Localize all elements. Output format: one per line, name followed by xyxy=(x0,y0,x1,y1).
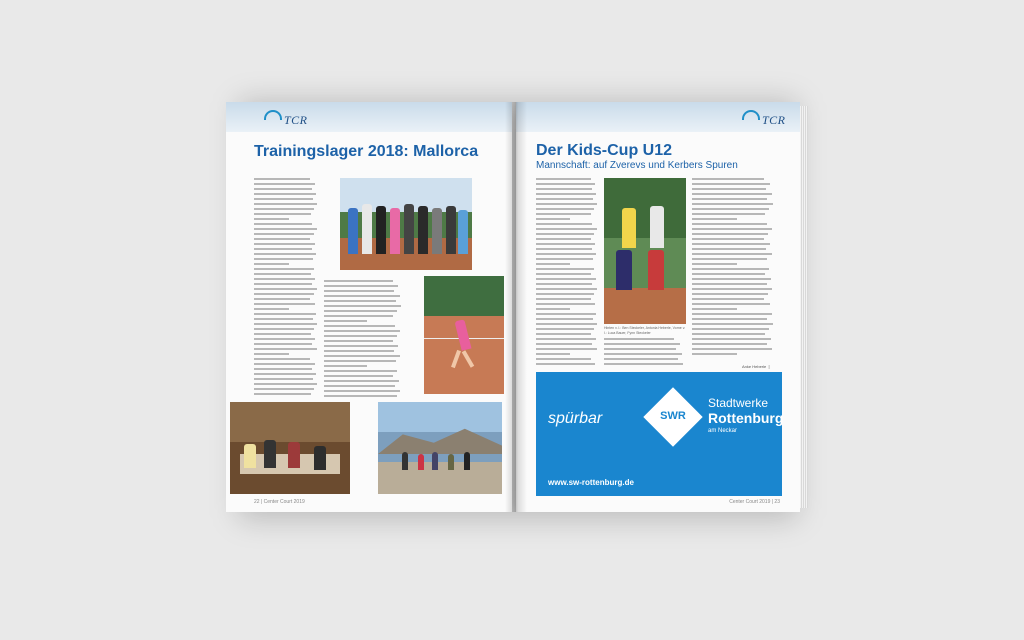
person xyxy=(458,210,468,254)
text-line xyxy=(536,228,597,230)
text-line xyxy=(324,370,397,372)
left-logo xyxy=(264,110,308,128)
left-column-2-text xyxy=(324,280,402,400)
text-line xyxy=(536,258,593,260)
text-line xyxy=(324,395,397,397)
text-line xyxy=(536,328,594,330)
logo-arc-icon xyxy=(264,110,282,120)
text-line xyxy=(254,238,310,240)
player xyxy=(455,319,472,351)
text-line xyxy=(604,338,674,340)
text-line xyxy=(692,278,771,280)
text-line xyxy=(254,193,316,195)
text-line xyxy=(692,228,772,230)
text-line xyxy=(254,293,314,295)
kids-team-photo xyxy=(604,178,686,324)
right-page xyxy=(516,102,800,512)
restaurant-wall xyxy=(230,402,350,442)
text-line xyxy=(254,243,315,245)
text-line xyxy=(692,218,737,220)
kids-photo-caption: Hinten v. l.: Ben Steckeler, Antonia Heberle, Vorne v. l.: Luca Bauer, Fynn Steckeler xyxy=(604,326,686,335)
text-line xyxy=(254,183,315,185)
text-line xyxy=(536,263,570,265)
text-line xyxy=(254,318,313,320)
text-line xyxy=(254,263,289,265)
spread-gutter xyxy=(505,102,527,512)
kid xyxy=(616,250,632,290)
text-line xyxy=(692,318,767,320)
person xyxy=(448,454,454,470)
text-line xyxy=(536,233,594,235)
text-line xyxy=(536,238,591,240)
right-logo-text: TCR xyxy=(762,113,786,127)
text-line xyxy=(536,198,593,200)
text-line xyxy=(324,390,400,392)
text-line xyxy=(692,183,770,185)
right-logo xyxy=(742,110,786,128)
text-line xyxy=(604,358,678,360)
person xyxy=(446,206,456,254)
kid xyxy=(650,206,664,248)
text-line xyxy=(324,325,395,327)
page-edges xyxy=(800,106,808,508)
photo-fence xyxy=(424,276,504,316)
text-line xyxy=(324,375,393,377)
text-line xyxy=(536,243,595,245)
text-line xyxy=(254,388,314,390)
text-line xyxy=(324,300,396,302)
text-line xyxy=(604,348,676,350)
text-line xyxy=(692,223,767,225)
text-line xyxy=(254,363,315,365)
kid xyxy=(648,250,664,290)
text-line xyxy=(254,203,317,205)
person xyxy=(244,444,256,468)
text-line xyxy=(692,288,772,290)
text-line xyxy=(692,343,767,345)
text-line xyxy=(254,378,313,380)
text-line xyxy=(324,285,398,287)
text-line xyxy=(692,258,767,260)
text-line xyxy=(604,353,682,355)
text-line xyxy=(254,208,314,210)
text-line xyxy=(536,353,570,355)
text-line xyxy=(536,363,595,365)
left-page xyxy=(226,102,512,512)
text-line xyxy=(254,223,312,225)
photo-beach xyxy=(378,462,502,494)
person xyxy=(464,452,470,470)
text-line xyxy=(536,343,592,345)
ad-company-line1: Stadtwerke xyxy=(708,396,769,410)
group-photo xyxy=(340,178,472,270)
text-line xyxy=(324,360,396,362)
left-column-1-text xyxy=(254,178,318,400)
person xyxy=(432,208,442,254)
text-line xyxy=(536,223,592,225)
photo-court xyxy=(604,288,686,324)
text-line xyxy=(254,333,311,335)
text-line xyxy=(536,203,597,205)
person xyxy=(404,204,414,254)
left-logo-text: TCR xyxy=(284,113,308,127)
text-line xyxy=(692,188,766,190)
text-line xyxy=(604,343,680,345)
text-line xyxy=(536,183,595,185)
text-line xyxy=(324,305,401,307)
text-line xyxy=(254,343,312,345)
tennis-player-photo xyxy=(424,276,504,394)
right-column-1-text xyxy=(536,178,598,368)
text-line xyxy=(254,228,317,230)
text-line xyxy=(536,318,593,320)
ad-company-line2: Rottenburg xyxy=(708,410,784,426)
stadtwerke-ad[interactable] xyxy=(536,372,782,496)
text-line xyxy=(536,333,591,335)
text-line xyxy=(692,203,773,205)
text-line xyxy=(254,248,312,250)
ad-tagline: spürbar xyxy=(548,410,603,427)
text-line xyxy=(536,323,597,325)
text-line xyxy=(536,268,594,270)
text-line xyxy=(254,373,316,375)
ad-url-link[interactable]: www.sw-rottenburg.de xyxy=(548,478,634,487)
text-line xyxy=(324,310,397,312)
text-line xyxy=(692,238,764,240)
text-line xyxy=(254,298,310,300)
text-line xyxy=(254,383,317,385)
text-line xyxy=(692,283,767,285)
author-signature: Anke Heberle ❘ xyxy=(742,364,771,369)
text-line xyxy=(604,363,683,365)
text-line xyxy=(536,273,591,275)
text-line xyxy=(324,315,393,317)
text-line xyxy=(324,320,367,322)
person xyxy=(348,208,358,254)
text-line xyxy=(536,248,592,250)
text-line xyxy=(324,365,367,367)
text-line xyxy=(536,313,596,315)
person xyxy=(376,206,386,254)
text-line xyxy=(254,338,315,340)
text-line xyxy=(536,358,591,360)
text-line xyxy=(324,280,393,282)
photo-hedge xyxy=(604,178,686,238)
text-line xyxy=(254,348,317,350)
right-page-footer: Center Court 2019 | 23 xyxy=(729,499,780,505)
text-line xyxy=(692,353,737,355)
text-line xyxy=(536,213,591,215)
text-line xyxy=(692,333,765,335)
text-line xyxy=(536,288,597,290)
text-line xyxy=(254,213,311,215)
text-line xyxy=(692,338,771,340)
text-line xyxy=(692,308,737,310)
text-line xyxy=(692,323,773,325)
text-line xyxy=(254,253,316,255)
text-line xyxy=(692,298,764,300)
text-line xyxy=(536,178,591,180)
text-line xyxy=(324,355,400,357)
text-line xyxy=(254,178,310,180)
person xyxy=(390,208,400,254)
text-line xyxy=(254,368,312,370)
right-column-3-text xyxy=(692,178,774,360)
text-line xyxy=(254,188,312,190)
kid xyxy=(622,208,636,248)
text-line xyxy=(254,313,316,315)
text-line xyxy=(254,218,289,220)
coastline-photo xyxy=(378,402,502,494)
person xyxy=(314,446,326,470)
text-line xyxy=(254,308,289,310)
text-line xyxy=(692,253,772,255)
right-page-title: Der Kids-Cup U12 xyxy=(536,142,673,159)
text-line xyxy=(536,193,596,195)
text-line xyxy=(692,348,772,350)
text-line xyxy=(692,273,765,275)
text-line xyxy=(254,353,289,355)
text-line xyxy=(692,328,769,330)
person xyxy=(418,206,428,254)
player-leg xyxy=(451,350,461,368)
text-line xyxy=(254,268,314,270)
text-line xyxy=(324,350,394,352)
text-line xyxy=(692,313,772,315)
text-line xyxy=(536,338,596,340)
text-line xyxy=(536,348,597,350)
person xyxy=(418,454,424,470)
left-page-footer: 22 | Center Court 2019 xyxy=(254,499,305,505)
person xyxy=(402,452,408,470)
person xyxy=(288,442,300,468)
player-leg xyxy=(462,350,474,368)
text-line xyxy=(536,208,594,210)
text-line xyxy=(254,283,312,285)
text-line xyxy=(692,178,764,180)
restaurant-photo xyxy=(230,402,350,494)
person xyxy=(264,440,276,468)
text-line xyxy=(536,278,596,280)
text-line xyxy=(324,380,399,382)
text-line xyxy=(324,330,400,332)
text-line xyxy=(536,293,594,295)
text-line xyxy=(692,233,768,235)
right-page-subtitle: Mannschaft: auf Zverevs und Kerbers Spuren xyxy=(536,160,738,171)
text-line xyxy=(254,393,311,395)
text-line xyxy=(254,323,317,325)
right-column-2-text xyxy=(604,338,684,368)
text-line xyxy=(536,218,570,220)
text-line xyxy=(254,198,313,200)
text-line xyxy=(692,268,769,270)
text-line xyxy=(254,358,310,360)
text-line xyxy=(324,345,398,347)
swr-logo-text: SWR xyxy=(660,410,686,422)
text-line xyxy=(324,295,400,297)
text-line xyxy=(254,303,315,305)
text-line xyxy=(692,208,769,210)
text-line xyxy=(692,213,765,215)
photo-sky xyxy=(378,402,502,432)
text-line xyxy=(254,278,315,280)
text-line xyxy=(692,243,770,245)
text-line xyxy=(692,193,772,195)
text-line xyxy=(254,288,317,290)
left-page-title: Trainingslager 2018: Mallorca xyxy=(254,143,479,160)
text-line xyxy=(536,253,596,255)
text-line xyxy=(692,248,766,250)
text-line xyxy=(536,298,591,300)
person xyxy=(362,204,372,254)
logo-arc-icon xyxy=(742,110,760,120)
text-line xyxy=(254,273,311,275)
text-line xyxy=(692,303,770,305)
text-line xyxy=(254,258,313,260)
text-line xyxy=(324,340,393,342)
person xyxy=(432,452,438,470)
text-line xyxy=(254,233,314,235)
text-line xyxy=(324,335,397,337)
text-line xyxy=(536,283,592,285)
text-line xyxy=(324,385,395,387)
text-line xyxy=(692,263,737,265)
ad-company-line3: am Neckar xyxy=(708,428,738,434)
text-line xyxy=(536,303,595,305)
text-line xyxy=(536,188,592,190)
text-line xyxy=(324,290,394,292)
text-line xyxy=(254,328,314,330)
text-line xyxy=(692,198,767,200)
text-line xyxy=(536,308,570,310)
text-line xyxy=(692,293,768,295)
